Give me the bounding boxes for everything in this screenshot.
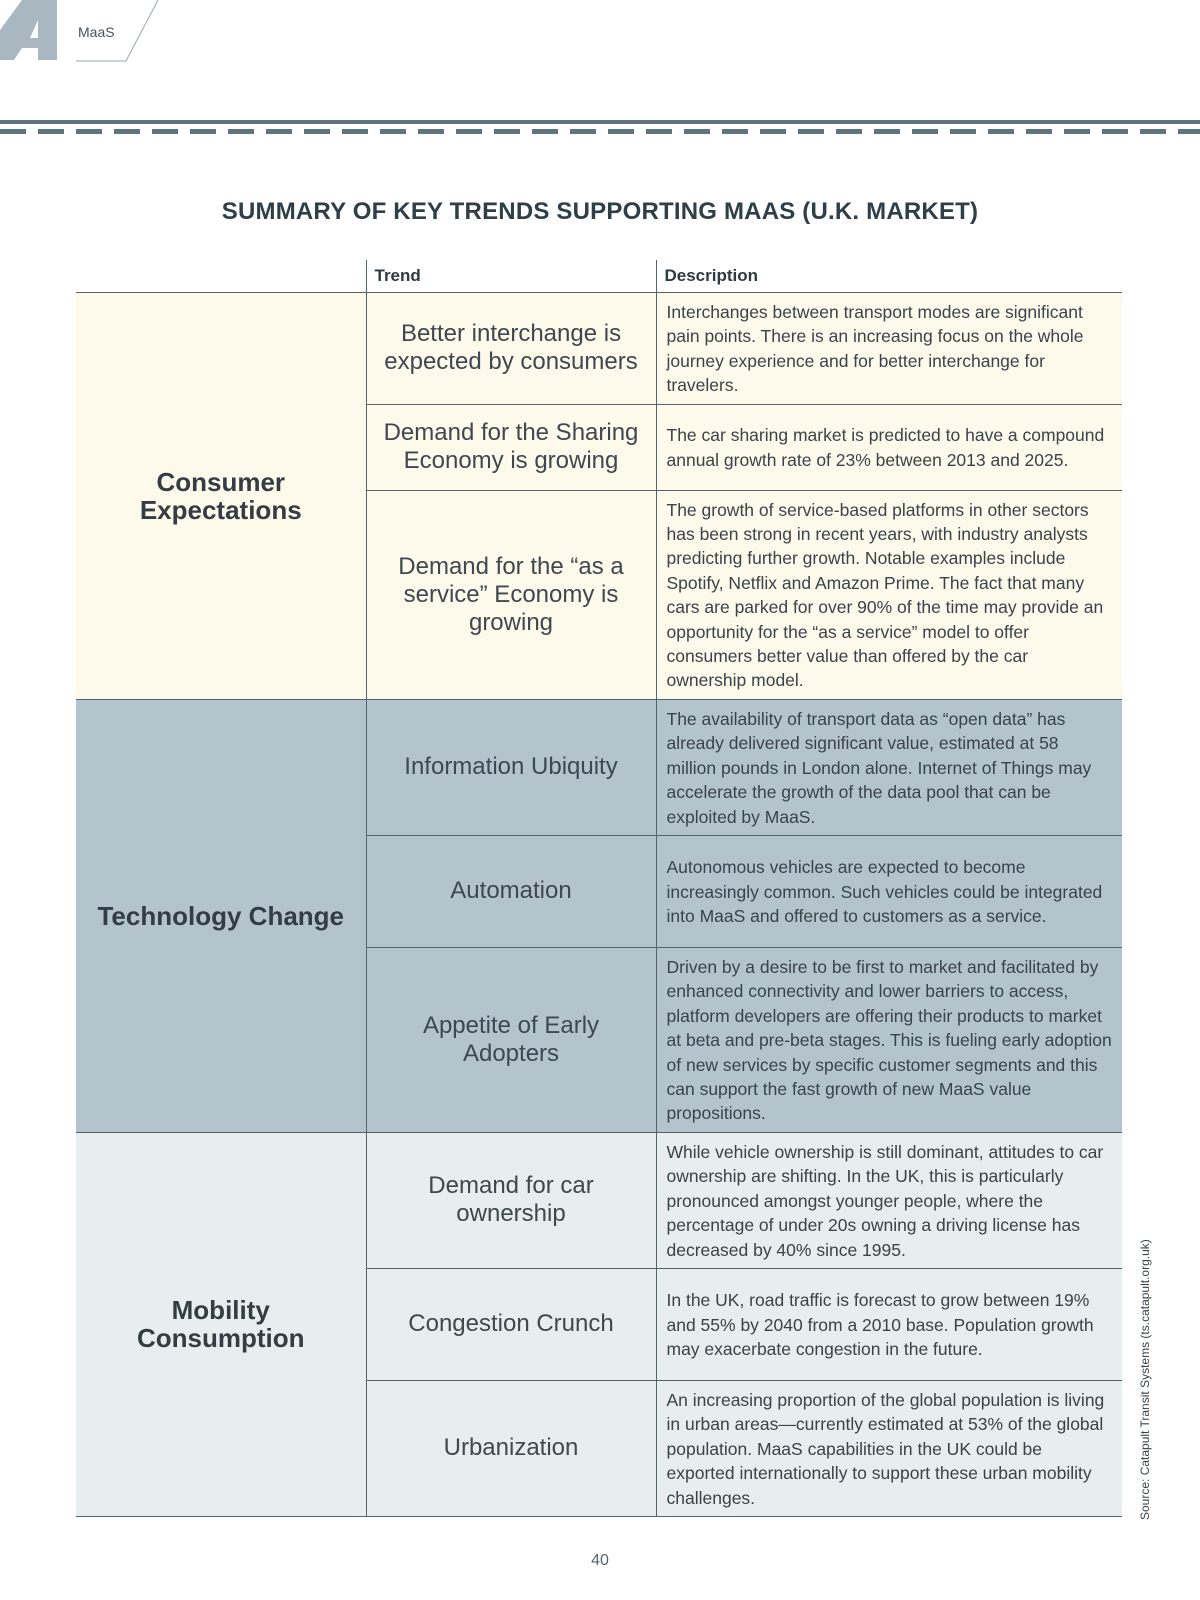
source-credit: Source: Catapult Transit Systems (ts.catapult.org.uk) [1138, 1239, 1152, 1520]
description-cell: The growth of service-based platforms in other sectors has been strong in recent years, with industry analysts predicting further growth. Notable examples include Spotify, Netflix and Amazon Prime. The fact that many cars are parked for over 90% of the time may provide an opportunity for the “as a service” model to offer consumers better value than offered by the car ownership model. [656, 490, 1122, 699]
page-number: 40 [591, 1552, 609, 1569]
table-row [76, 1132, 1122, 1268]
page-title: SUMMARY OF KEY TRENDS SUPPORTING MAAS (U.K. MARKET) [221, 198, 979, 225]
description-cell: Interchanges between transport modes are significant pain points. There is an increasing focus on the whole journey experience and for better interchange for travelers. [656, 293, 1122, 405]
description-cell: The availability of transport data as “open data” has already delivered significant value, estimated at 58 million pounds in London alone. Internet of Things may accelerate the growth of the data pool that can be exploited by MaaS. [656, 699, 1122, 835]
corner-divider-line [126, 0, 158, 61]
trend-cell: Demand for the “as a service” Economy is growing [366, 490, 656, 699]
trend-cell: Better interchange is expected by consumers [366, 293, 656, 405]
table-row [76, 293, 1122, 405]
table-header-row [76, 260, 1122, 293]
table-row [76, 699, 1122, 835]
trend-cell: Congestion Crunch [366, 1268, 656, 1380]
chapter-letter-a-shape [0, 0, 57, 60]
description-cell: An increasing proportion of the global population is living in urban areas—currently estimated at 53% of the global population. MaaS capabilities in the UK could be exported internationally to support these urban mobility challenges. [656, 1380, 1122, 1516]
trend-column-header: Trend [366, 260, 656, 293]
description-cell: While vehicle ownership is still dominant, attitudes to car ownership are shifting. In the UK, this is particularly pronounced amongst younger people, where the percentage of under 20s owning a driving license has decreased by 40% since 1995. [656, 1132, 1122, 1268]
trends-table [76, 260, 1122, 1517]
header-rule [0, 120, 1200, 124]
description-cell: In the UK, road traffic is forecast to grow between 19% and 55% by 2040 from a 2010 base. Population growth may exacerbate congestion in the future. [656, 1268, 1122, 1380]
description-cell: Autonomous vehicles are expected to become increasingly common. Such vehicles could be integrated into MaaS and offered to customers as a service. [656, 835, 1122, 947]
category-consumer-expectations: Consumer Expectations [76, 293, 366, 700]
category-mobility-consumption: Mobility Consumption [76, 1132, 366, 1516]
trend-cell: Urbanization [366, 1380, 656, 1516]
header-dashed-rule [0, 129, 1200, 134]
category-technology-change: Technology Change [76, 699, 366, 1132]
trend-cell: Appetite of Early Adopters [366, 947, 656, 1132]
trend-cell: Demand for car ownership [366, 1132, 656, 1268]
category-column-header [76, 260, 366, 293]
description-cell: Driven by a desire to be first to market and facilitated by enhanced connectivity and lower barriers to access, platform developers are offering their products to market at beta and pre-beta stages. This is fueling early adoption of new services by specific customer segments and this can support the fast growth of new MaaS value propositions. [656, 947, 1122, 1132]
section-tag: MaaS [78, 24, 115, 40]
trend-cell: Information Ubiquity [366, 699, 656, 835]
trend-cell: Demand for the Sharing Economy is growing [366, 404, 656, 490]
description-cell: The car sharing market is predicted to have a compound annual growth rate of 23% between 2013 and 2025. [656, 404, 1122, 490]
trend-cell: Automation [366, 835, 656, 947]
description-column-header: Description [656, 260, 1122, 293]
